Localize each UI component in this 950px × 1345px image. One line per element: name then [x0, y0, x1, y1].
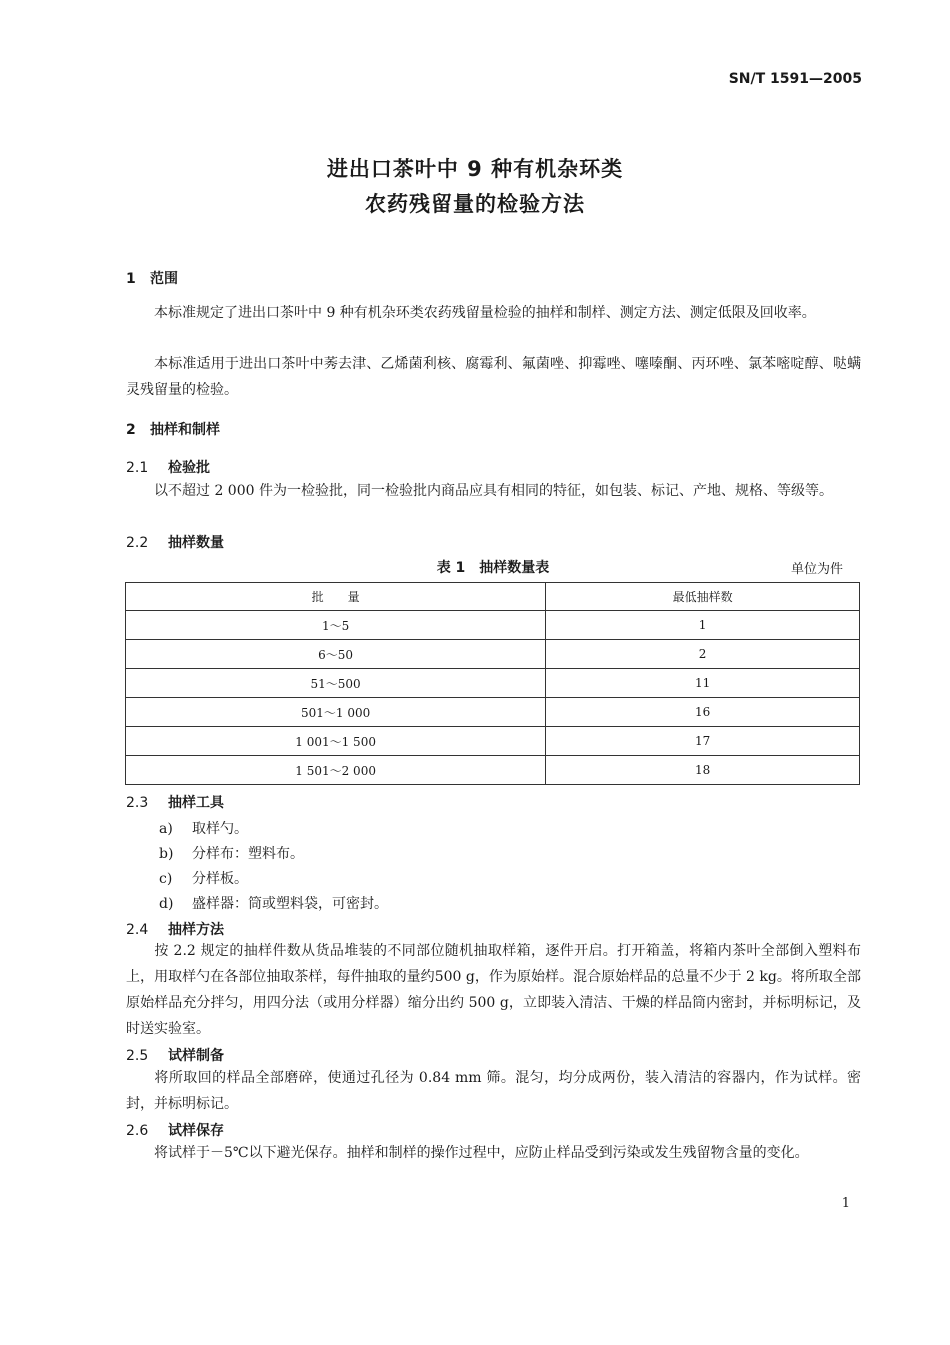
section-2-6-heading: [126, 1120, 224, 1140]
section-1-paragraph-2: 本标准适用于进出口茶叶中莠去津、乙烯菌利核、腐霉利、氟菌唑、抑霉唑、噻嗪酮、丙环唑、氯苯嘧啶醇、哒螨灵残留量的检验。: [126, 356, 861, 398]
table-row: [126, 698, 860, 727]
cell-batch: 1 001～1 500: [126, 727, 546, 756]
cell-batch: 1 501～2 000: [126, 756, 546, 785]
table-row: [126, 756, 860, 785]
section-number: 2.6: [126, 1123, 149, 1139]
list-item: c) 分样板。: [159, 871, 248, 887]
section-2-5-paragraph: 将所取回的样品全部磨碎，使通过孔径为 0.84 mm 筛。混匀，均分成两份，装入清洁的容器内，作为试样。密封，并标明标记。: [126, 1070, 861, 1112]
section-2-4-heading: [126, 919, 224, 939]
section-title: 抽样数量: [168, 535, 224, 551]
cell-batch: 501～1 000: [126, 698, 546, 727]
table-unit: 单位为件: [790, 562, 843, 577]
section-number: 2: [126, 422, 136, 438]
section-title: 抽样方法: [168, 922, 224, 938]
sampling-quantity-table: [125, 582, 860, 785]
cell-batch: 51～500: [126, 669, 546, 698]
section-2-heading: [126, 419, 220, 439]
document-title-line1: 进出口茶叶中 9 种有机杂环类: [326, 157, 624, 181]
cell-batch: 6～50: [126, 640, 546, 669]
section-number: 1: [126, 271, 136, 287]
section-2-1-paragraph: 以不超过 2 000 件为一检验批，同一检验批内商品应具有相同的特征，如包装、标记、产地、规格、等级等。: [154, 483, 833, 499]
list-item: a) 取样勺。: [159, 821, 248, 837]
table-row: [126, 640, 860, 669]
section-title: 试样保存: [168, 1123, 224, 1139]
table-row: [126, 727, 860, 756]
cell-batch: 1～5: [126, 611, 546, 640]
section-2-6-paragraph: 将试样于－5℃以下避光保存。抽样和制样的操作过程中，应防止样品受到污染或发生残留物含量的变化。: [154, 1145, 809, 1161]
table-header-row: [126, 583, 860, 611]
cell-min-samples: 18: [546, 756, 860, 785]
cell-min-samples: 2: [546, 640, 860, 669]
column-header-min-samples: 最低抽样数: [546, 583, 860, 611]
list-item: d) 盛样器：筒或塑料袋，可密封。: [159, 896, 388, 912]
section-1-paragraph-1: 本标准规定了进出口茶叶中 9 种有机杂环类农药残留量检验的抽样和制样、测定方法、测定低限及回收率。: [154, 305, 816, 321]
list-item: b) 分样布：塑料布。: [159, 846, 304, 862]
table-caption: 表 1 抽样数量表: [436, 560, 550, 576]
section-number: 2.4: [126, 922, 149, 938]
section-2-3-heading: [126, 792, 224, 812]
section-title: 抽样和制样: [150, 422, 220, 438]
cell-min-samples: 1: [546, 611, 860, 640]
cell-min-samples: 17: [546, 727, 860, 756]
table-row: [126, 611, 860, 640]
document-title-line2: 农药残留量的检验方法: [365, 192, 585, 216]
standard-code: SN/T 1591—2005: [728, 71, 862, 87]
section-1-heading: [126, 268, 178, 288]
section-2-2-heading: [126, 532, 224, 552]
section-number: 2.2: [126, 535, 149, 551]
section-title: 抽样工具: [168, 795, 224, 811]
section-number: 2.1: [126, 460, 149, 476]
section-2-4-paragraph: 按 2.2 规定的抽样件数从货品堆装的不同部位随机抽取样箱，逐件开启。打开箱盖，将箱内茶叶全部倒入塑料布上，用取样勺在各部位抽取茶样，每件抽取的量约500 g，作为原始样。混合原始样品的总量不少于 2 kg。将所取全部原始样品充分拌匀，用四分法（或用分样器）缩分出约 500 g，立即装入清洁、干燥的样品筒内密封，并标明标记，及时送实验室。: [126, 943, 861, 1037]
section-2-1-heading: [126, 457, 210, 477]
section-title: 检验批: [168, 460, 210, 476]
section-title: 试样制备: [168, 1048, 224, 1064]
section-title: 范围: [150, 271, 178, 287]
table-row: [126, 669, 860, 698]
section-2-5-heading: [126, 1045, 224, 1065]
cell-min-samples: 11: [546, 669, 860, 698]
page-number: 1: [841, 1196, 850, 1211]
section-number: 2.3: [126, 795, 149, 811]
cell-min-samples: 16: [546, 698, 860, 727]
column-header-batch: 批 量: [126, 583, 546, 611]
section-number: 2.5: [126, 1048, 149, 1064]
